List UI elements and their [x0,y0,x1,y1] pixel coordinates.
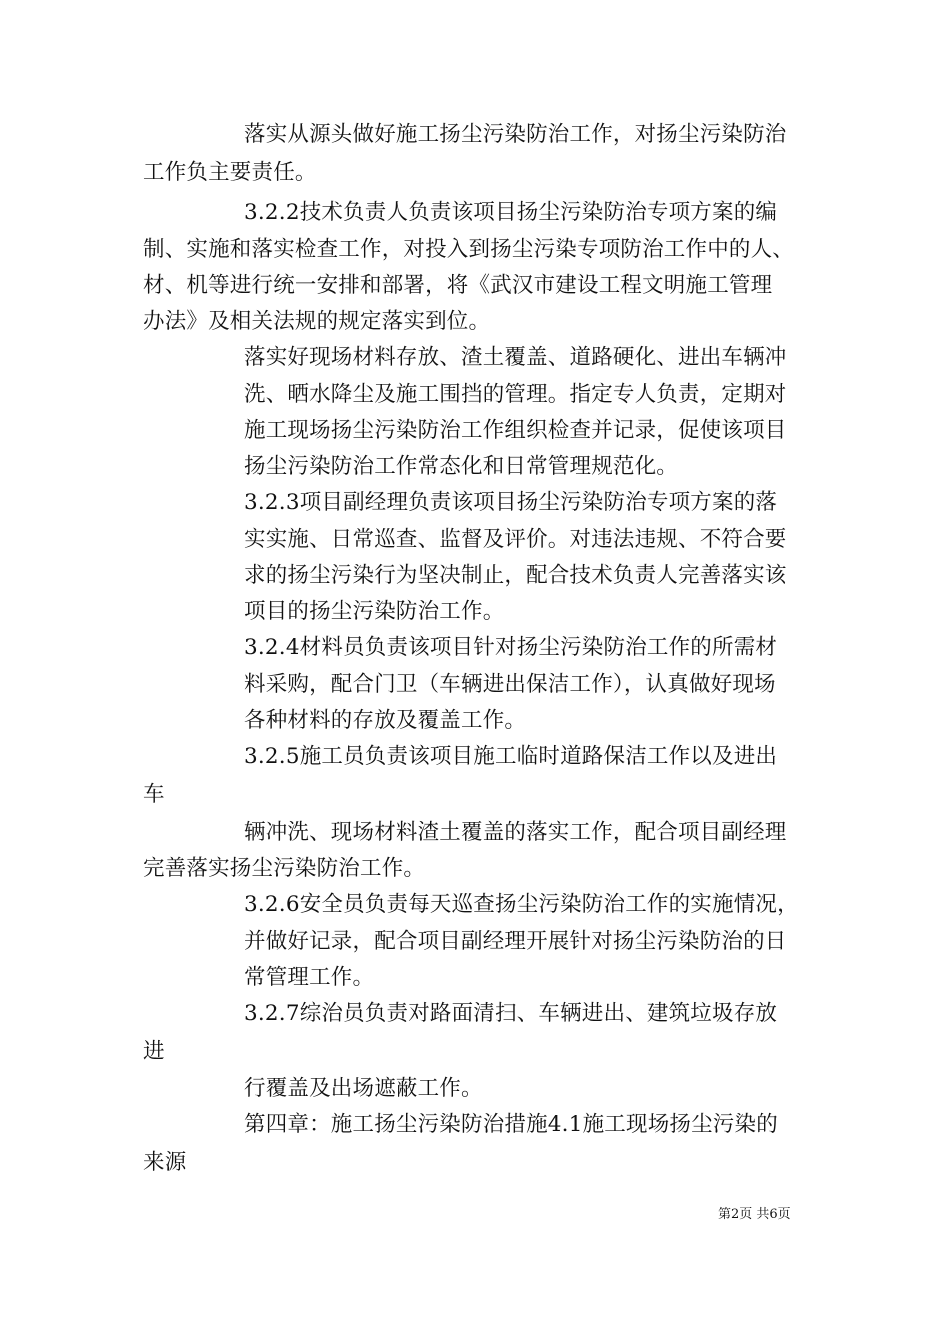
text-line: 3.2.6安全员负责每天巡查扬尘污染防治工作的实施情况， [244,892,799,917]
text-line: 项目的扬尘污染防治工作。 [244,599,505,624]
text-line: 材、机等进行统一安排和部署，将《武汉市建设工程文明施工管理 [143,273,773,298]
text-line: 车 [143,782,165,807]
text-line: 常管理工作。 [244,965,375,990]
page-number: 第2页 共6页 [718,1207,791,1222]
text-line: 施工现场扬尘污染防治工作组织检查并记录，促使该项目 [244,418,787,443]
text-line: 来源 [143,1150,187,1175]
text-line: 3.2.5施工员负责该项目施工临时道路保洁工作以及进出 [244,744,778,769]
text-line: 洗、晒水降尘及施工围挡的管理。指定专人负责，定期对 [244,382,787,407]
text-line: 3.2.7综治员负责对路面清扫、车辆进出、建筑垃圾存放 [244,1001,778,1026]
text-line: 工作负主要责任。 [143,160,317,185]
text-line: 落实好现场材料存放、渣土覆盖、道路硬化、进出车辆冲 [244,345,787,370]
text-line: 求的扬尘污染行为坚决制止，配合技术负责人完善落实该 [244,563,787,588]
text-line: 行覆盖及出场遮蔽工作。 [244,1076,483,1101]
text-line: 完善落实扬尘污染防治工作。 [143,856,426,881]
text-line: 实实施、日常巡查、监督及评价。对违法违规、不符合要 [244,527,787,552]
text-line: 辆冲洗、现场材料渣土覆盖的落实工作，配合项目副经理 [244,820,787,845]
text-line: 扬尘污染防治工作常态化和日常管理规范化。 [244,454,679,479]
text-line: 办法》及相关法规的规定落实到位。 [143,309,491,334]
text-line: 3.2.3项目副经理负责该项目扬尘污染防治专项方案的落 [244,490,778,515]
text-line: 3.2.4材料员负责该项目针对扬尘污染防治工作的所需材 [244,635,778,660]
text-line: 制、实施和落实检查工作，对投入到扬尘污染专项防治工作中的人、 [143,237,795,262]
text-line: 落实从源头做好施工扬尘污染防治工作，对扬尘污染防治 [244,122,787,147]
text-line: 3.2.2技术负责人负责该项目扬尘污染防治专项方案的编 [244,200,778,225]
text-line: 料采购，配合门卫（车辆进出保洁工作），认真做好现场 [244,672,776,697]
text-line: 第四章：施工扬尘污染防治措施4.1施工现场扬尘污染的 [244,1112,778,1137]
text-line: 进 [143,1039,165,1064]
text-line: 各种材料的存放及覆盖工作。 [244,708,527,733]
text-line: 并做好记录，配合项目副经理开展针对扬尘污染防治的日 [244,929,787,954]
